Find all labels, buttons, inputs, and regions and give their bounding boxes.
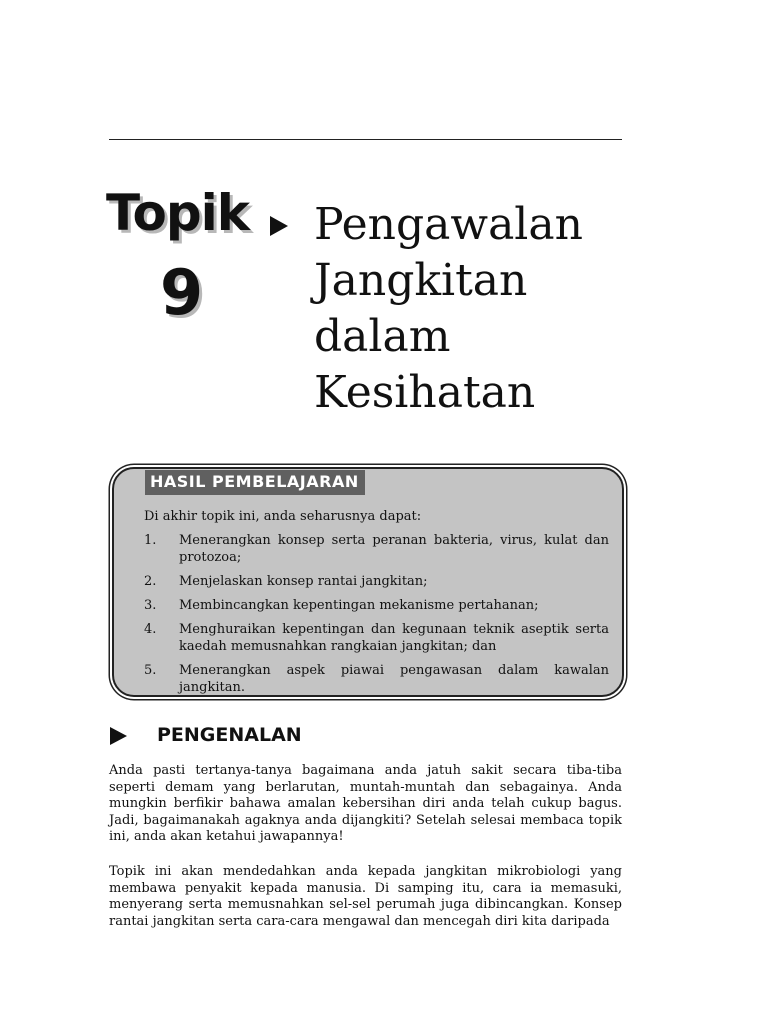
triangle-right-icon bbox=[270, 216, 288, 236]
learning-outcomes-list bbox=[144, 532, 609, 703]
top-rule bbox=[109, 139, 622, 140]
list-item-number: 5. bbox=[144, 663, 157, 678]
list-item bbox=[144, 621, 609, 655]
title-line: dalam bbox=[314, 311, 451, 362]
body-paragraph: Topik ini akan mendedahkan anda kepada jangkitan mikrobiologi yang membawa penyakit kepada manusia. Di samping itu, cara ia memasuki, menyerang serta memusnahkan sel-sel perumah juga dibincangkan. Konsep rantai jangkitan serta cara-cara mengawal dan mencegah diri kita daripada bbox=[109, 864, 622, 929]
body-paragraph: Anda pasti tertanya-tanya bagaimana anda jatuh sakit secara tiba-tiba seperti demam yang berlarutan, muntah-muntah dan sebagainya. Anda mungkin berfikir bahawa amalan kebersihan diri anda telah cukup bagus. Jadi, bagaimanakah agaknya anda dijangkiti? Setelah selesai membaca topik ini, anda akan ketahui jawapannya! bbox=[109, 763, 622, 844]
topic-number: 9 bbox=[160, 256, 204, 329]
page-title bbox=[314, 197, 583, 421]
list-item-text: Membincangkan kepentingan mekanisme pertahanan; bbox=[179, 598, 539, 613]
list-item-text: Menerangkan konsep serta peranan bakteria, virus, kulat dan protozoa; bbox=[179, 533, 609, 565]
topic-label: Topik bbox=[106, 184, 249, 242]
learning-outcomes-heading: HASIL PEMBELAJARAN bbox=[145, 470, 365, 495]
list-item-number: 4. bbox=[144, 622, 157, 637]
list-item-number: 2. bbox=[144, 574, 157, 589]
list-item-text: Menjelaskan konsep rantai jangkitan; bbox=[179, 574, 428, 589]
section-heading: PENGENALAN bbox=[157, 724, 302, 746]
list-item-text: Menerangkan aspek piawai pengawasan dalam kawalan jangkitan. bbox=[179, 663, 609, 695]
list-item bbox=[144, 597, 609, 614]
list-item bbox=[144, 662, 609, 696]
title-line: Jangkitan bbox=[314, 255, 528, 306]
list-item bbox=[144, 532, 609, 566]
title-line: Pengawalan bbox=[314, 199, 583, 250]
list-item-number: 1. bbox=[144, 533, 157, 548]
list-item-number: 3. bbox=[144, 598, 157, 613]
learning-outcomes-intro: Di akhir topik ini, anda seharusnya dapat: bbox=[144, 509, 422, 524]
title-line: Kesihatan bbox=[314, 367, 536, 418]
list-item bbox=[144, 573, 609, 590]
list-item-text: Menghuraikan kepentingan dan kegunaan teknik aseptik serta kaedah memusnahkan rangkaian jangkitan; dan bbox=[179, 622, 609, 654]
triangle-right-icon bbox=[110, 727, 127, 745]
